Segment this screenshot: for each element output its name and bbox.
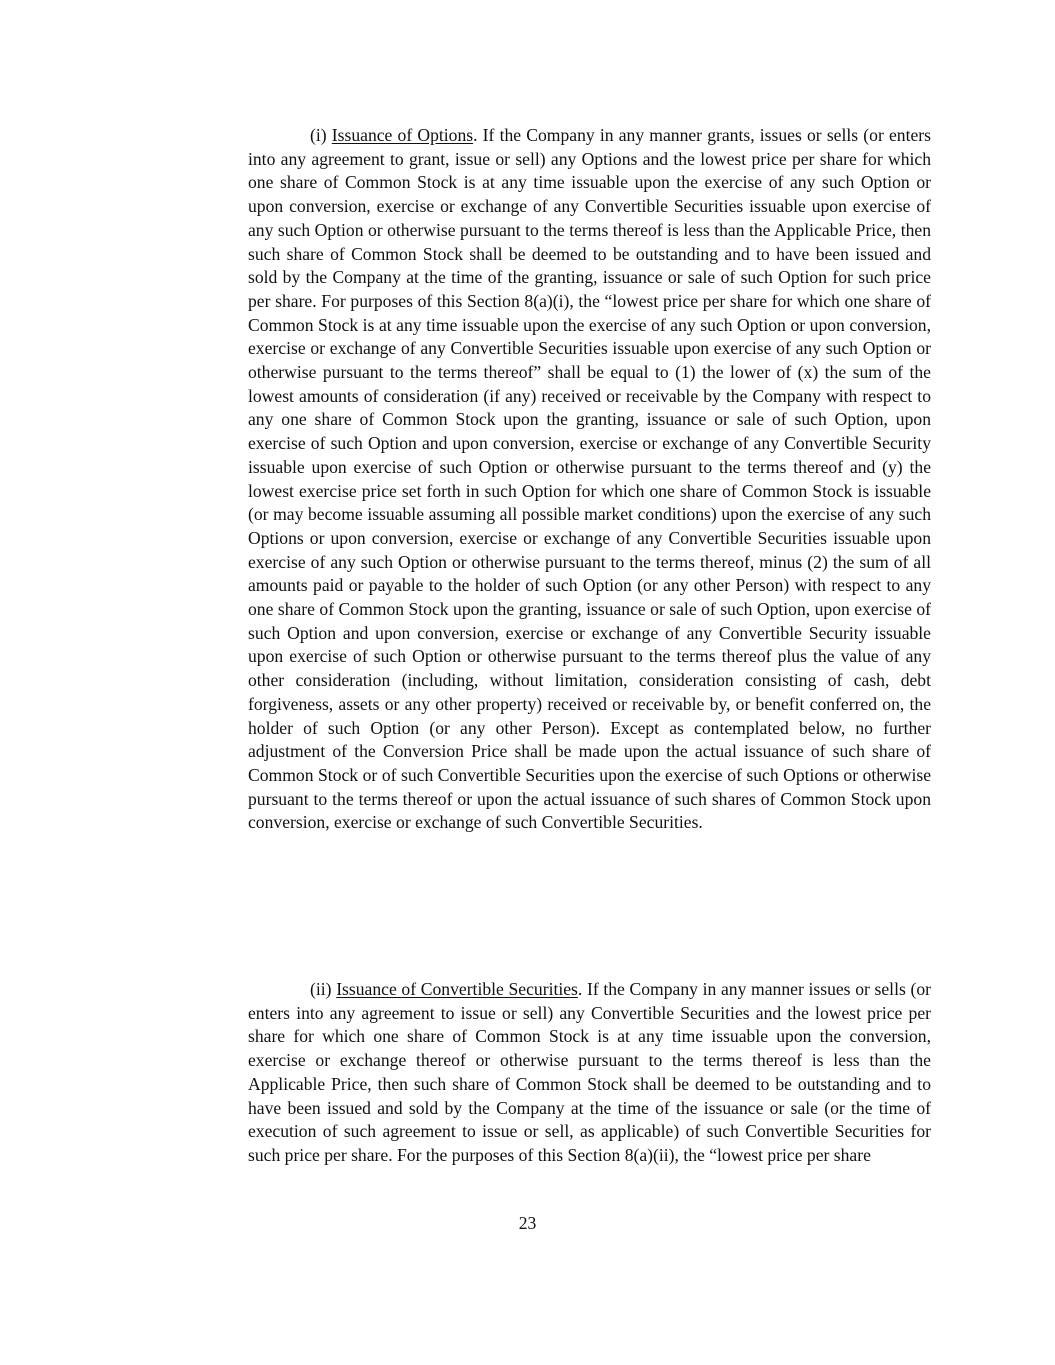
clause-number: (i)	[310, 125, 327, 145]
clause-heading: Issuance of Options	[331, 125, 474, 145]
paragraph-issuance-of-convertible-securities	[248, 978, 931, 1168]
page-number: 23	[518, 1213, 537, 1233]
clause-number: (ii)	[310, 979, 332, 999]
clause-heading: Issuance of Convertible Securities	[336, 979, 578, 999]
clause-body: . If the Company in any manner issues or sells (or enters into any agreement to issue or sell) any Convertible Securities and the lowest price per share for which one share of Common Stock is at any time issuable upon the conversion, exercise or exchange thereof or otherwise pursuant to the terms thereof is less than the Applicable Price, then such share of Common Stock shall be deemed to be outstanding and to have been issued and sold by the Company at the time of the issuance or sale (or the time of execution of such agreement to issue or sell, as applicable) of such Convertible Securities for such price per share. For the purposes of this Section 8(a)(ii), the “lowest price per share	[248, 979, 931, 1165]
paragraph-text	[248, 124, 931, 835]
paragraph-issuance-of-options	[248, 124, 931, 835]
paragraph-text	[248, 978, 931, 1168]
clause-body: . If the Company in any manner grants, issues or sells (or enters into any agreement to grant, issue or sell) any Options and the lowest price per share for which one share of Common Stock is at any time issuable upon the exercise of any such Option or upon conversion, exercise or exchange of any Convertible Securities issuable upon exercise of any such Option or otherwise pursuant to the terms thereof is less than the Applicable Price, then such share of Common Stock shall be deemed to be outstanding and to have been issued and sold by the Company at the time of the granting, issuance or sale of such Option for such price per share. For purposes of this Section 8(a)(i), the “lowest price per share for which one share of Common Stock is at any time issuable upon the exercise of any such Option or upon conversion, exercise or exchange of any Convertible Securities issuable upon exercise of any such Option or otherwise pursuant to the terms thereof” shall be equal to (1) the lower of (x) the sum of the lowest amounts of consideration (if any) received or receivable by the Company with respect to any one share of Common Stock upon the granting, issuance or sale of such Option, upon exercise of such Option and upon conversion, exercise or exchange of any Convertible Security issuable upon exercise of such Option or otherwise pursuant to the terms thereof and (y) the lowest exercise price set forth in such Option for which one share of Common Stock is issuable (or may become issuable assuming all possible market conditions) upon the exercise of any such Options or upon conversion, exercise or exchange of any Convertible Securities issuable upon exercise of any such Option or otherwise pursuant to the terms thereof, minus (2) the sum of all amounts paid or payable to the holder of such Option (or any other Person) with respect to any one share of Common Stock upon the granting, issuance or sale of such Option, upon exercise of such Option and upon conversion, exercise or exchange of any Convertible Security issuable upon exercise of such Option or otherwise pursuant to the terms thereof plus the value of any other consideration (including, without limitation, consideration consisting of cash, debt forgiveness, assets or any other property) received or receivable by, or benefit conferred on, the holder of such Option (or any other Person). Except as contemplated below, no further adjustment of the Conversion Price shall be made upon the actual issuance of such share of Common Stock or of such Convertible Securities upon the exercise of such Options or otherwise pursuant to the terms thereof or upon the actual issuance of such shares of Common Stock upon conversion, exercise or exchange of such Convertible Securities.	[248, 125, 931, 833]
